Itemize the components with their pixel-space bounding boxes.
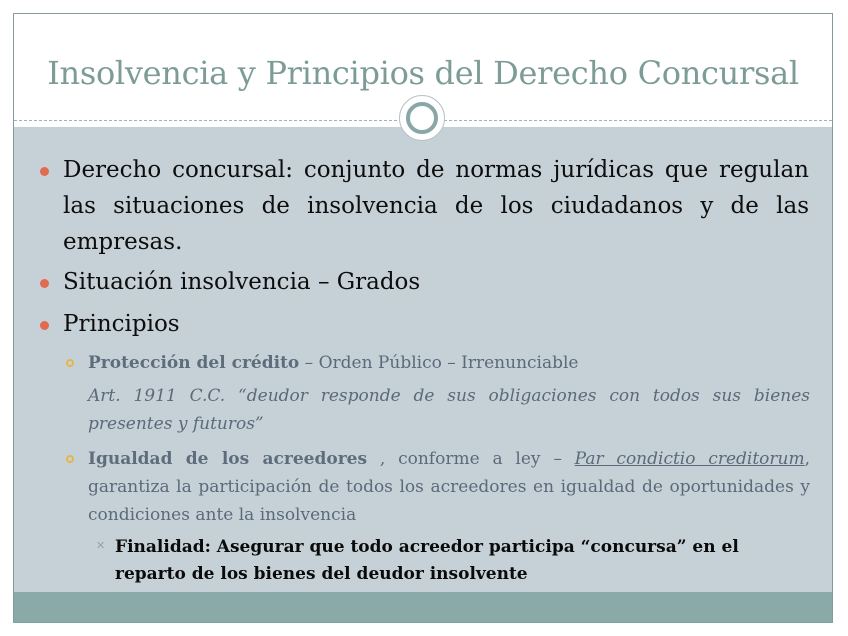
slide	[13, 13, 833, 623]
principio-proteccion-label: Protección del crédito	[88, 353, 300, 373]
principio-igualdad-label: Igualdad de los acreedores	[88, 449, 368, 469]
bullet-principios: Principios	[63, 311, 180, 337]
bullet-dot-icon	[40, 167, 49, 176]
principio-igualdad-rest-b: , garantiza la participación de todos los acreedores en igualdad de oportunidades y condiciones ante la insolvencia	[88, 449, 810, 525]
bullet-ring-icon	[66, 359, 74, 367]
art-1911-quote: Art. 1911 C.C. “deudor responde de sus obligaciones con todos sus bienes presentes y futuros”	[88, 386, 810, 434]
par-condictio-creditorum: Par condictio creditorum	[574, 449, 805, 469]
finalidad-note: Finalidad: Asegurar que todo acreedor participa “concursa” en el reparto de los bienes del deudor insolvente	[115, 537, 739, 584]
bullet-dot-icon	[40, 279, 49, 288]
principio-igualdad-rest-a: , conforme a ley –	[367, 449, 575, 469]
principio-igualdad-acreedores	[88, 445, 810, 529]
bullet-dot-icon	[40, 321, 49, 330]
bullet-ring-icon	[66, 455, 74, 463]
x-mark-icon: ✕	[96, 539, 106, 552]
bullet-situacion-insolvencia: Situación insolvencia – Grados	[63, 269, 421, 295]
slide-content	[14, 14, 832, 622]
principio-proteccion-credito	[88, 349, 810, 377]
principio-proteccion-rest: – Orden Público – Irrenunciable	[299, 353, 579, 373]
bullet-derecho-concursal: Derecho concursal: conjunto de normas jurídicas que regulan las situaciones de insolvencia de los ciudadanos y de las empresas.	[63, 157, 809, 255]
slide-title: Insolvencia y Principios del Derecho Concursal	[47, 54, 799, 92]
